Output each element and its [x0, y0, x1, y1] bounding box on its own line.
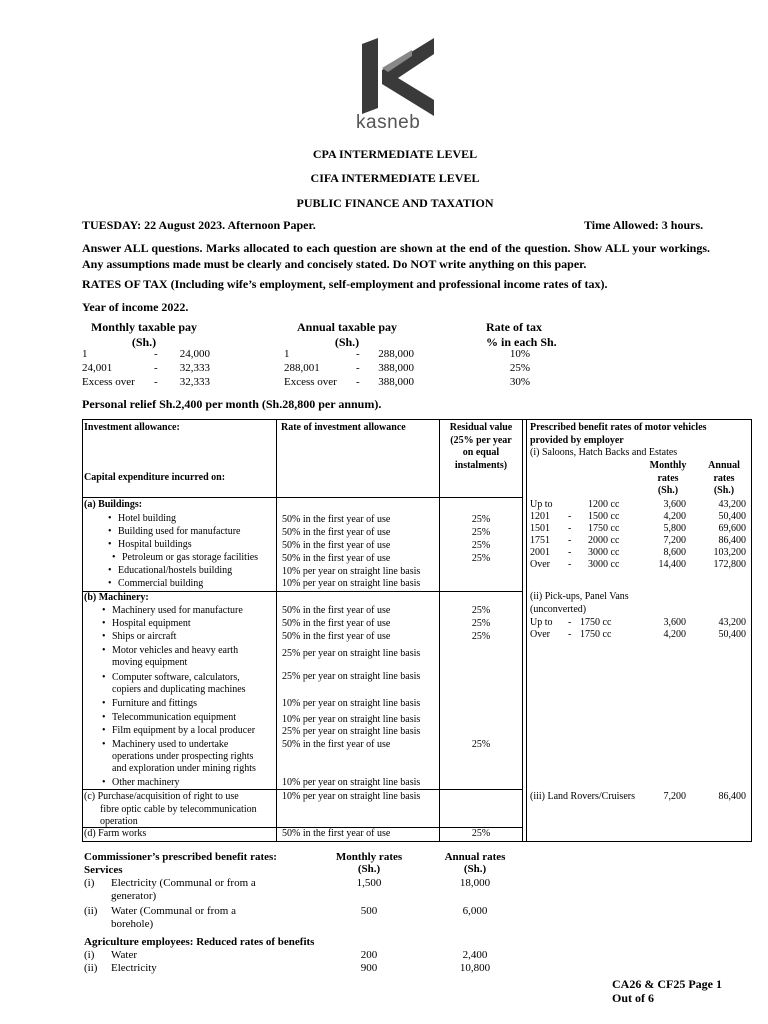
rate-cell: 50% in the first year of use — [282, 540, 391, 551]
residual-header: Residual value (25% per year on equal instalments) — [449, 422, 513, 471]
agriculture-title: Agriculture employees: Reduced rates of benefits — [84, 936, 315, 948]
residual-cell: 25% — [471, 739, 491, 750]
rate-cell: 50% in the first year of use — [282, 631, 391, 642]
rates-title: RATES OF TAX (Including wife’s employment, self-employment and professional income rates of tax). — [82, 277, 608, 291]
benefit-annual-header: Annual rates (Sh.) — [444, 851, 506, 875]
rate-cell: 25% per year on straight line basis — [282, 671, 421, 682]
services-label: Services — [84, 864, 123, 876]
list-item: • Telecommunication equipment — [112, 712, 236, 724]
table-row: 1 - 24,000 1 - 288,000 10% — [82, 348, 531, 360]
personal-relief: Personal relief Sh.2,400 per month (Sh.28,800 per annum). — [82, 397, 382, 411]
table-row: Up to 1200 cc 3,600 43,200 — [530, 499, 746, 510]
list-item: • Furniture and fittings — [112, 698, 197, 710]
rate-header: Rate of investment allowance — [281, 422, 406, 433]
rate-cell: 50% in the first year of use — [282, 514, 391, 525]
page-count: Out of 6 — [612, 991, 654, 1005]
monthly-rates-header: Monthly rates (Sh.) — [649, 460, 687, 496]
page-code: CA26 & CF25 Page 1 — [612, 977, 722, 991]
table-row: (iii) Land Rovers/Cruisers 7,200 86,400 — [530, 791, 746, 802]
list-item: • Machinery used to undertake operations under prospecting rights and exploration under mining rights — [112, 739, 256, 775]
list-item: • Hospital equipment — [112, 618, 191, 630]
table-row: 1751 - 2000 cc 7,200 86,400 — [530, 535, 746, 546]
rate-cell: 50% in the first year of use — [282, 527, 391, 538]
benefits-title: Commissioner’s prescribed benefit rates: — [84, 851, 277, 863]
list-item: • Commercial building — [118, 578, 203, 590]
rate-cell: 25% per year on straight line basis — [282, 648, 421, 659]
list-item: • Computer software, calculators, copiers and duplicating machines — [112, 672, 246, 696]
table-row: 2001 - 3000 cc 8,600 103,200 — [530, 547, 746, 558]
inv-header: Investment allowance: — [84, 422, 180, 433]
list-item: • Machinery used for manufacture — [112, 605, 243, 617]
buildings-label: (a) Buildings: — [84, 499, 143, 510]
rate-cell: 25% per year on straight line basis — [282, 726, 421, 737]
residual-cell: 25% — [471, 618, 491, 629]
table-row: 24,001 - 32,333 288,001 - 388,000 25% — [82, 362, 531, 374]
logo-wordmark: kasneb — [356, 112, 421, 133]
list-item: • Building used for manufacture — [118, 526, 240, 538]
motor-title: Prescribed benefit rates of motor vehicles provided by employer — [530, 422, 707, 446]
rate-cell: 10% per year on straight line basis — [282, 578, 421, 589]
list-item: • Educational/hostels building — [118, 565, 232, 577]
table-row: Over - 1750 cc 4,200 50,400 — [530, 629, 746, 640]
rate-cell: 10% per year on straight line basis — [282, 777, 421, 788]
row-c-item: (c) Purchase/acquisition of right to use fibre optic cable by telecommunication operation — [84, 791, 257, 827]
row-d-item: (d) Farm works — [84, 828, 147, 839]
list-item: • Petroleum or gas storage facilities — [122, 552, 258, 564]
rate-cell: 50% in the first year of use — [282, 605, 391, 616]
table-row: (ii) Electricity 900 10,800 — [84, 962, 491, 974]
rate-cell: 50% in the first year of use — [282, 739, 391, 750]
table-row: (i) Water 200 2,400 — [84, 949, 488, 961]
instructions: Answer ALL questions. Marks allocated to each question are shown at the end of the question. Show ALL your workings. Any assumptions made must be clearly and concisely stated. Do NOT write anything on this paper. — [82, 241, 710, 271]
table-row: (ii) Water (Communal or from a borehole) 500 6,000 — [84, 905, 488, 930]
logo-tagline: Empowered — [338, 46, 345, 84]
benefit-monthly-header: Monthly rates (Sh.) — [335, 851, 403, 875]
col-rate-header: Rate of tax % in each Sh. — [486, 320, 557, 349]
annual-rates-header: Annual rates (Sh.) — [708, 460, 740, 496]
table-row: Excess over - 32,333 Excess over - 388,000 30% — [82, 376, 531, 388]
table-row: 1201 - 1500 cc 4,200 50,400 — [530, 511, 746, 522]
rate-cell: 50% in the first year of use — [282, 553, 391, 564]
kasneb-logo — [338, 38, 438, 138]
subject-title: PUBLIC FINANCE AND TAXATION — [296, 196, 494, 210]
list-item: • Ships or aircraft — [112, 631, 176, 643]
rate-cell: 10% per year on straight line basis — [282, 714, 421, 725]
table-row: (i) Electricity (Communal or from a generator) 1,500 18,000 — [84, 877, 491, 902]
residual-cell: 25% — [471, 514, 491, 525]
list-item: • Hotel building — [118, 513, 176, 525]
rate-cell: 10% per year on straight line basis — [282, 791, 421, 802]
rate-cell: 50% in the first year of use — [282, 828, 391, 839]
rate-cell: 50% in the first year of use — [282, 618, 391, 629]
list-item: • Hospital buildings — [118, 539, 192, 551]
list-item: • Other machinery — [112, 777, 179, 789]
residual-cell: 25% — [471, 540, 491, 551]
residual-cell: 25% — [471, 527, 491, 538]
time-allowed: Time Allowed: 3 hours. — [584, 218, 704, 232]
list-item: • Film equipment by a local producer — [112, 725, 255, 737]
table-row: 1501 - 1750 cc 5,800 69,600 — [530, 523, 746, 534]
table-row: Over - 3000 cc 14,400 172,800 — [530, 559, 746, 570]
residual-cell: 25% — [471, 631, 491, 642]
income-year: Year of income 2022. — [82, 300, 189, 314]
col-annual-header: Annual taxable pay (Sh.) — [296, 320, 398, 349]
level-cpa: CPA INTERMEDIATE LEVEL — [312, 147, 478, 161]
rate-cell: 10% per year on straight line basis — [282, 566, 421, 577]
residual-cell: 25% — [471, 605, 491, 616]
residual-cell: 25% — [471, 553, 491, 564]
saloons-label: (i) Saloons, Hatch Backs and Estates — [530, 447, 678, 458]
list-item: • Motor vehicles and heavy earth moving equipment — [112, 645, 238, 669]
level-cifa: CIFA INTERMEDIATE LEVEL — [310, 171, 480, 185]
table-row: Up to - 1750 cc 3,600 43,200 — [530, 617, 746, 628]
machinery-label: (b) Machinery: — [84, 592, 149, 603]
residual-cell: 25% — [471, 828, 491, 839]
capex-header: Capital expenditure incurred on: — [84, 472, 226, 483]
rate-cell: 10% per year on straight line basis — [282, 698, 421, 709]
pickups-label: (ii) Pick-ups, Panel Vans (unconverted) — [530, 591, 629, 615]
col-monthly-header: Monthly taxable pay (Sh.) — [90, 320, 197, 349]
exam-date: TUESDAY: 22 August 2023. Afternoon Paper. — [82, 218, 316, 232]
